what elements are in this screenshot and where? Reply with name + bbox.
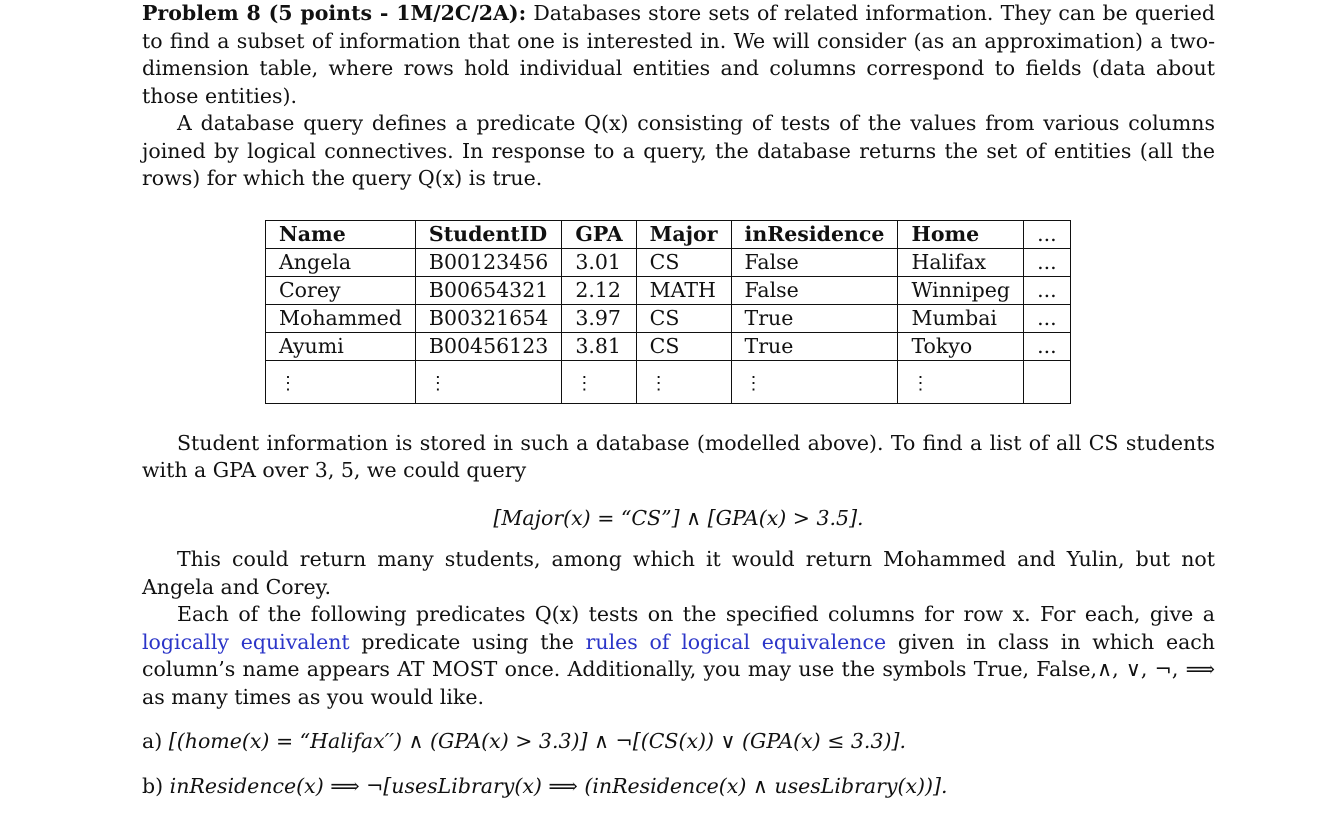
question-a-label: a) (142, 729, 163, 753)
cell-vdots (731, 360, 898, 403)
cell: B00123456 (415, 248, 561, 276)
question-b-label: b) (142, 773, 164, 798)
instructions-text-1: Each of the following predicates Q(x) tests on the specified columns for row x. For each, give a (177, 602, 1215, 626)
table-header-row (266, 220, 1071, 248)
cell: Tokyo (898, 332, 1024, 360)
instructions-text-2: predicate using the (349, 629, 586, 654)
cell: 3.97 (562, 304, 636, 332)
query-result-paragraph: This could return many students, among which it would return Mohammed and Yulin, but not Angela and Corey. (142, 547, 1215, 599)
header-name: Name (266, 220, 416, 248)
logically-equivalent-link[interactable]: logically equivalent (142, 629, 350, 654)
instructions-text-3: given in class in which each column’s name appears AT MOST once. Additionally, you may use the symbols True, False,∧, ∨, ¬, ⟹ as many times as you would like. (142, 629, 1215, 709)
vdots: ⋮ (649, 372, 668, 394)
cell: CS (636, 304, 731, 332)
table-row (266, 276, 1071, 304)
cell: False (731, 248, 898, 276)
intro-text: Databases store sets of related information. They can be queried to find a subset of information that one is interested in. We will consider (as an approximation) a two-dimension table, where rows hold individual entities and columns correspond to fields (data about those entities). (142, 1, 1215, 108)
cell-vdots (898, 360, 1024, 403)
question-b-predicate: inResidence(x) ⟹ ¬[usesLibrary(x) ⟹ (inResidence(x) ∧ usesLibrary(x))]. (169, 773, 948, 798)
table-row (266, 332, 1071, 360)
vdots: ⋮ (279, 372, 297, 394)
question-b (142, 773, 1215, 801)
cell: Halifax (898, 248, 1024, 276)
cell: Angela (266, 248, 416, 276)
question-a (142, 728, 1215, 756)
header-gpa: GPA (562, 220, 636, 248)
vdots: ⋮ (428, 372, 447, 394)
query-definition-paragraph: A database query defines a predicate Q(x) consisting of tests of the values from various columns joined by logical connectives. In response to a query, the database returns the set of entities (all the rows) for which the query Q(x) is true. (142, 111, 1215, 190)
cell: 3.01 (562, 248, 636, 276)
cell: ... (1024, 248, 1071, 276)
cell: B00456123 (415, 332, 561, 360)
table-row (266, 248, 1071, 276)
cell: B00321654 (415, 304, 561, 332)
table-row (266, 304, 1071, 332)
cell: Corey (266, 276, 416, 304)
document-page (142, 0, 1215, 800)
student-table-wrapper (265, 220, 1215, 404)
cell: CS (636, 248, 731, 276)
table-row-continuation (266, 360, 1071, 403)
cell: B00654321 (415, 276, 561, 304)
vdots: ⋮ (575, 372, 594, 394)
cell: False (731, 276, 898, 304)
cell: Winnipeg (898, 276, 1024, 304)
cell: 3.81 (562, 332, 636, 360)
instructions-paragraph (142, 601, 1215, 711)
cell-empty (1024, 360, 1071, 403)
header-home: Home (898, 220, 1024, 248)
header-major: Major (636, 220, 731, 248)
cell: ... (1024, 332, 1071, 360)
cell: Mohammed (266, 304, 416, 332)
cell: MATH (636, 276, 731, 304)
problem-intro (142, 0, 1215, 110)
header-studentid: StudentID (415, 220, 561, 248)
cell-vdots (415, 360, 561, 403)
vdots: ⋮ (744, 372, 763, 394)
header-inresidence: inResidence (731, 220, 898, 248)
problem-title: Problem 8 (5 points - 1M/2C/2A): (142, 1, 527, 25)
cell: Mumbai (898, 304, 1024, 332)
cell: CS (636, 332, 731, 360)
cell: Ayumi (266, 332, 416, 360)
cell-vdots (636, 360, 731, 403)
cell: True (731, 304, 898, 332)
cell: True (731, 332, 898, 360)
header-ellipsis: ... (1024, 220, 1071, 248)
student-table (265, 220, 1071, 404)
student-info-paragraph: Student information is stored in such a database (modelled above). To find a list of all CS students with a GPA over 3, 5, we could query (142, 430, 1215, 482)
cell: ... (1024, 276, 1071, 304)
vdots: ⋮ (911, 372, 930, 394)
cell: ... (1024, 304, 1071, 332)
example-query: [Major(x) = “CS”] ∧ [GPA(x) > 3.5]. (493, 505, 864, 530)
cell-vdots (562, 360, 636, 403)
question-a-predicate: [(home(x) = “Halifax′′) ∧ (GPA(x) > 3.3)] ∧ ¬[(CS(x)) ∨ (GPA(x) ≤ 3.3)]. (168, 729, 907, 753)
rules-of-logical-equivalence-link[interactable]: rules of logical equivalence (585, 629, 887, 654)
cell-vdots (266, 360, 416, 403)
cell: 2.12 (562, 276, 636, 304)
